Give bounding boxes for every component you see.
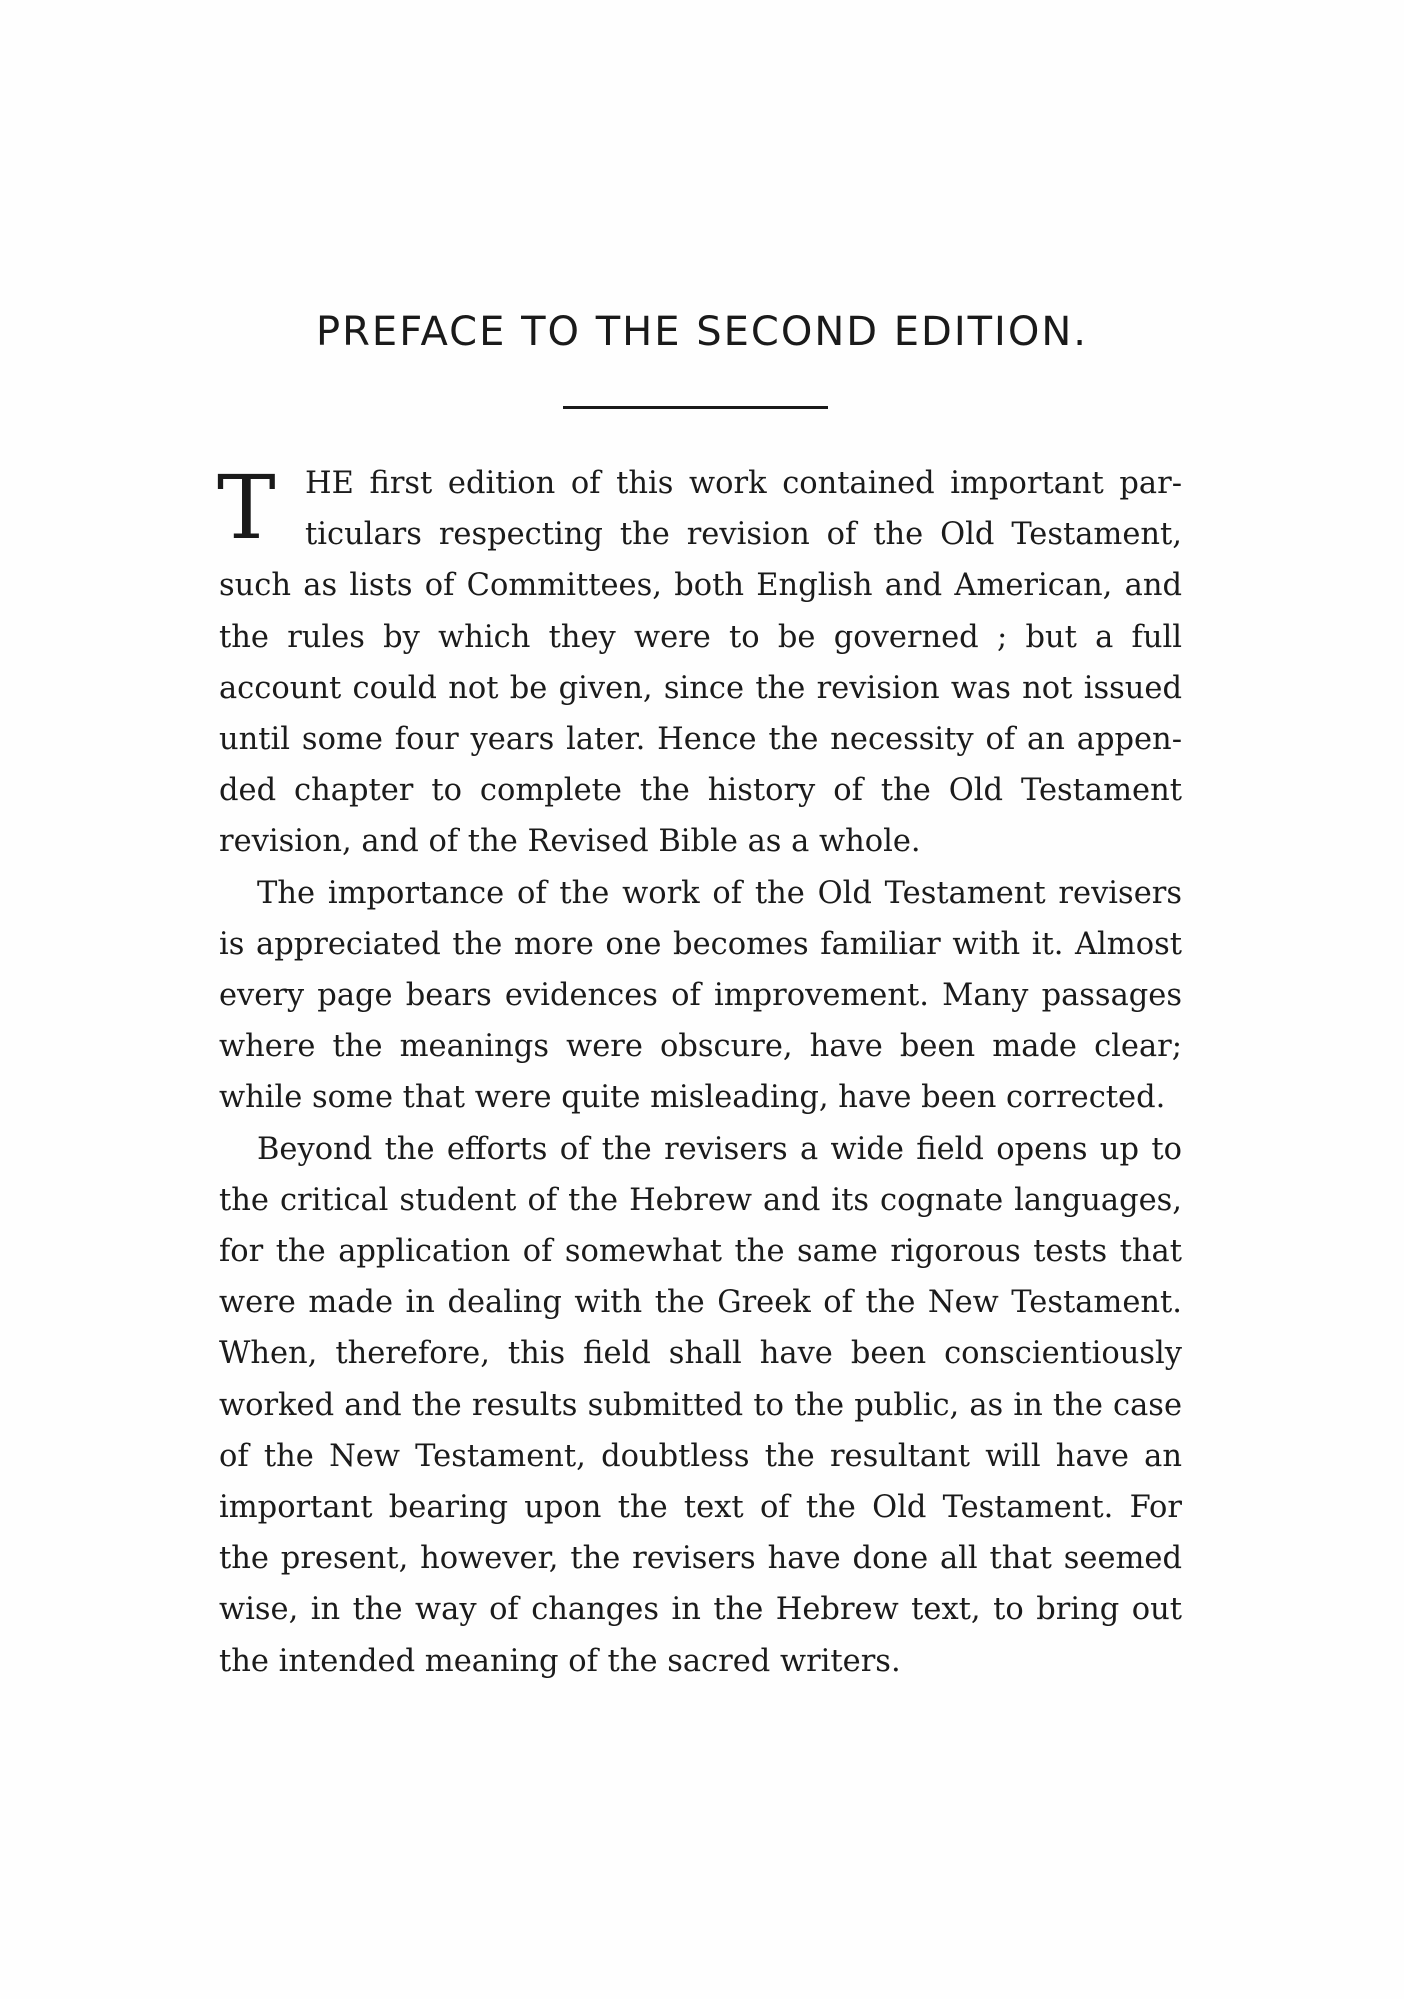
title-rule-divider [563,406,828,409]
paragraph-3 [219,1124,1182,1687]
drop-cap-letter: T [217,456,276,559]
preface-body [219,458,1182,1687]
text-line: account could not be given, since the revision was not issued [219,670,1182,706]
text-line: where the meanings were obscure, have been made clear; [219,1029,1182,1065]
text-line: important bearing upon the text of the Old Testament. For [219,1490,1182,1526]
text-line: every page bears evidences of improvement. Many passages [219,978,1182,1014]
text-line: HE first edition of this work contained important par- [305,466,1182,501]
text-line: ticulars respecting the revision of the Old Testament, [305,517,1182,553]
text-line: were made in dealing with the Greek of the New Testament. [219,1285,1182,1321]
text-line: the intended meaning of the sacred writers. [219,1643,901,1679]
text-line: the present, however, the revisers have done all that seemed [219,1541,1182,1577]
text-line: for the application of somewhat the same rigorous tests that [219,1234,1182,1270]
text-line: of the New Testament, doubtless the resultant will have an [219,1438,1182,1474]
text-line: is appreciated the more one becomes familiar with it. Almost [219,926,1182,962]
text-line: while some that were quite misleading, have been corrected. [219,1080,1166,1116]
paragraph-1 [219,458,1182,868]
text-line: worked and the results submitted to the public, as in the case [219,1387,1182,1423]
text-line: until some four years later. Hence the necessity of an appen- [219,722,1182,758]
text-line: such as lists of Committees, both English and American, and [219,568,1182,604]
text-line: When, therefore, this field shall have been conscientiously [219,1336,1182,1372]
text-line: wise, in the way of changes in the Hebrew text, to bring out [219,1592,1182,1628]
text-line: the critical student of the Hebrew and its cognate languages, [219,1182,1182,1218]
text-line: The importance of the work of the Old Testament revisers [257,875,1182,911]
text-line: ded chapter to complete the history of the Old Testament [219,773,1182,809]
page-title: PREFACE TO THE SECOND EDITION. [316,309,1088,355]
text-line: Beyond the efforts of the revisers a wide field opens up to [257,1131,1182,1167]
paragraph-2 [219,868,1182,1124]
text-line: revision, and of the Revised Bible as a whole. [219,824,921,860]
text-line: the rules by which they were to be governed ; but a full [219,619,1182,655]
